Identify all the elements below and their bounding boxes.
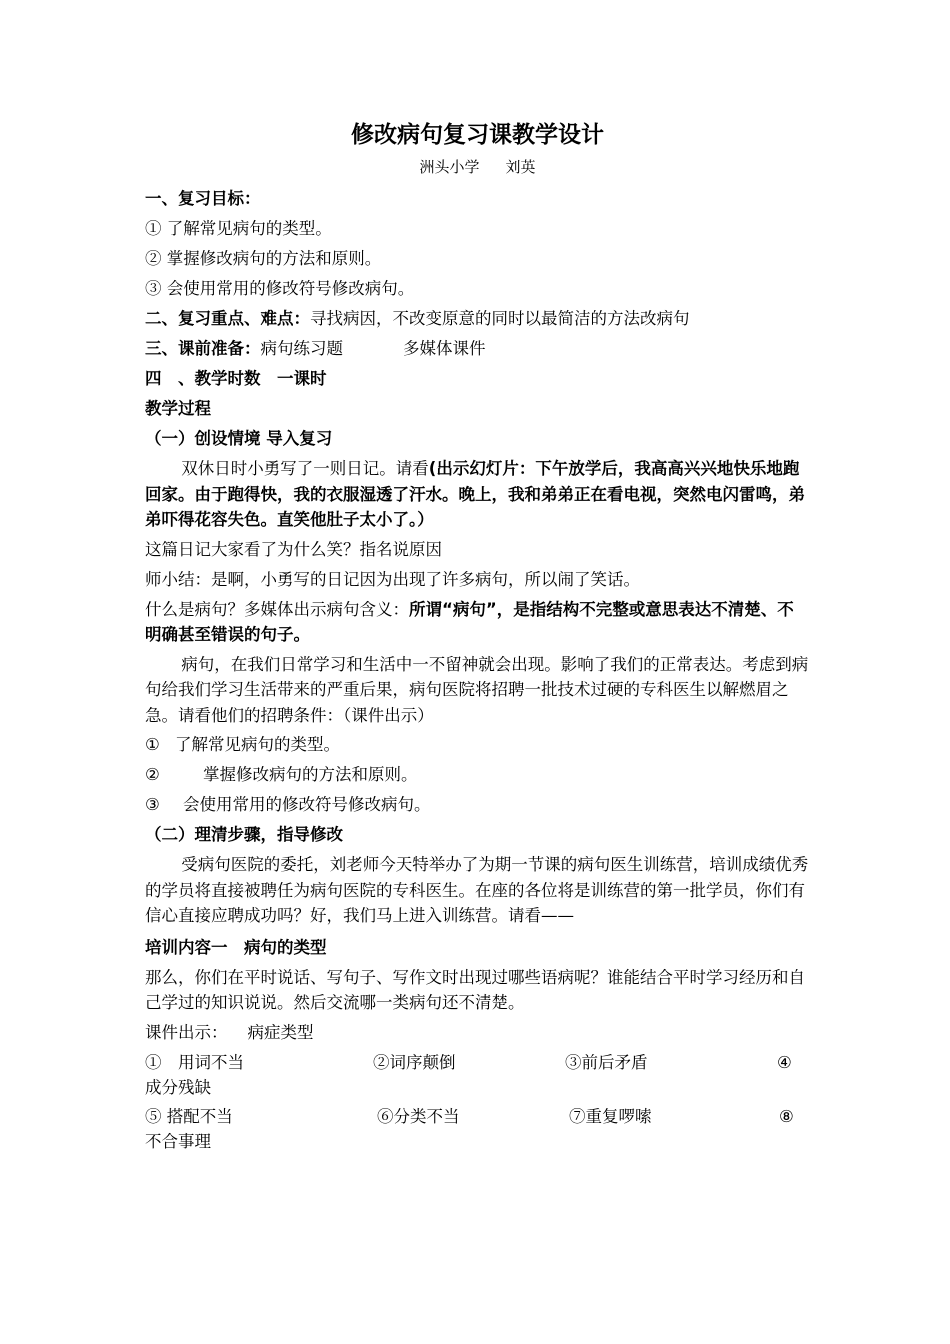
courseware-title: 病症类型 <box>247 1022 314 1042</box>
condition-item: ① 了解常见病句的类型。 <box>145 735 340 754</box>
question-line: 这篇日记大家看了为什么笑？指名说原因 <box>145 539 442 559</box>
section-2 <box>145 306 810 332</box>
training-content-heading: 培训内容一 病句的类型 <box>145 937 327 957</box>
type-item-tail: 不合事理 <box>145 1131 211 1151</box>
section-3 <box>145 336 810 362</box>
type-row <box>145 1104 810 1129</box>
section-4-heading: 四 、教学时数 一课时 <box>145 369 327 388</box>
section-2-heading: 二、复习重点、难点： <box>145 309 310 328</box>
type-item: ⑤ 搭配不当 <box>145 1106 233 1126</box>
prep-item-2: 多媒体课件 <box>403 339 486 358</box>
definition-paragraph <box>145 597 810 648</box>
school-name: 洲头小学 <box>419 158 480 176</box>
type-item: ① 用词不当 <box>145 1052 244 1072</box>
part-2-heading: （二）理清步骤，指导修改 <box>145 825 343 844</box>
diary-slide: (出示幻灯片：下午放学后，我高高兴兴地快乐地跑回家。由于跑得快，我的衣服湿透了汗水。晚上，我和弟弟正在看电视，突然电闪雷鸣，弟弟吓得花容失色。直笑他肚子太小了。） <box>145 459 805 529</box>
goal-item: ② 掌握修改病句的方法和原则。 <box>145 249 382 268</box>
definition-text: 所谓“病句”，是指结构不完整或意思表达不清楚、不明确甚至错误的句子。 <box>145 599 794 644</box>
type-item: ⑥分类不当 <box>377 1106 460 1126</box>
section-2-text: 寻找病因，不改变原意的同时以最简洁的方法改病句 <box>310 309 690 328</box>
process-heading: 教学过程 <box>145 399 211 418</box>
type-row <box>145 1050 810 1075</box>
teacher-summary: 师小结：是啊，小勇写的日记因为出现了许多病句，所以闹了笑话。 <box>145 569 640 589</box>
diary-lead: 双休日时小勇写了一则日记。请看 <box>181 459 429 478</box>
goal-item: ① 了解常见病句的类型。 <box>145 219 332 238</box>
byline <box>145 156 810 178</box>
section-3-heading: 三、课前准备： <box>145 339 261 358</box>
type-item: ③前后矛盾 <box>565 1052 648 1072</box>
diary-paragraph <box>145 456 810 533</box>
condition-item: ③ 会使用常用的修改符号修改病句。 <box>145 795 431 814</box>
goal-item: ③ 会使用常用的修改符号修改病句。 <box>145 279 415 298</box>
definition-lead: 什么是病句？多媒体出示病句含义： <box>145 599 409 619</box>
training-camp-paragraph: 受病句医院的委托，刘老师今天特举办了为期一节课的病句医生训练营，培训成绩优秀的学员将直接被聘任为病句医院的专科医生。在座的各位将是训练营的第一批学员，你们有信心直接应聘成功吗？好，我们马上进入训练营。请看—— <box>145 855 809 925</box>
prep-item-1: 病句练习题 <box>260 339 343 358</box>
part-1-heading: （一）创设情境 导入复习 <box>145 429 333 448</box>
document-title: 修改病句复习课教学设计 <box>351 122 604 148</box>
discussion-paragraph: 那么，你们在平时说话、写句子、写作文时出现过哪些语病呢？谁能结合平时学习经历和自己学过的知识说说。然后交流哪一类病句还不清楚。 <box>145 967 805 1012</box>
type-item: ⑦重复啰嗦 <box>569 1106 652 1126</box>
type-item: ⑧ <box>779 1106 794 1126</box>
type-item: ②词序颠倒 <box>373 1052 456 1072</box>
type-item: ④ <box>777 1052 792 1072</box>
recruit-paragraph: 病句，在我们日常学习和生活中一不留神就会出现。影响了我们的正常表达。考虑到病句给我们学习生活带来的严重后果，病句医院将招聘一批技术过硬的专科医生以解燃眉之急。请看他们的招聘条件：（课件出示） <box>145 654 809 725</box>
courseware-line <box>145 1020 810 1046</box>
author-name: 刘英 <box>505 158 536 176</box>
type-item-tail: 成分残缺 <box>145 1077 211 1097</box>
courseware-label: 课件出示： <box>145 1022 228 1042</box>
condition-item: ② 掌握修改病句的方法和原则。 <box>145 765 418 784</box>
section-1-heading: 一、复习目标： <box>145 189 261 208</box>
document-page <box>145 118 810 1158</box>
